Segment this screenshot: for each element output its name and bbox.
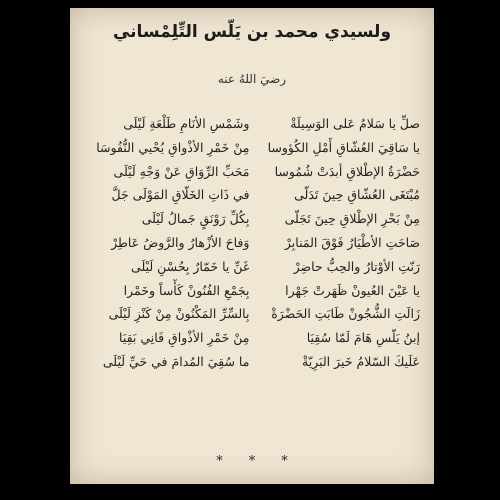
first-hemistich: صلِّ يا سَلامُ عَلى الوَسِيلَةْ xyxy=(290,116,420,131)
verse-line xyxy=(92,279,420,303)
first-hemistich: يا سَاقِيَ العُشّاقِ أَمْلِ الكُؤوسا xyxy=(267,139,420,155)
ornament-star: * xyxy=(281,454,288,469)
verse-line xyxy=(92,326,420,350)
second-hemistich: بِجَمْعِ الفُنُونْ كَأْساً وخَمْرا xyxy=(123,282,250,298)
verse-line xyxy=(92,255,420,279)
first-hemistich: رَنّتِ الأوْتارُ والحِبُّ حاضِرْ xyxy=(293,258,420,274)
second-hemistich: ما سُقِيَ المُدامَ في حَيِّ لَيْلَى xyxy=(102,353,250,369)
verse-line xyxy=(92,350,420,374)
second-hemistich: مَحَبِّ الرِّوَاقِ عَنْ وَجْهِ لَيْلَى xyxy=(113,163,250,179)
verse-list xyxy=(92,112,420,374)
second-hemistich: وشَمْسِ الأنَامِ طَلْعَةِ لَيْلَى xyxy=(123,116,250,131)
first-hemistich: حَضْرَةُ الإطْلاقِ أبدَتْ شُمُوسا xyxy=(274,163,420,179)
second-hemistich: مِنْ خَمْرِ الأذْواقِ يُحْيي النُّفُوسَا xyxy=(96,139,250,155)
first-hemistich: مُبْتَغَى العُشّاقِ حِينَ تَدَلّى xyxy=(294,187,420,203)
second-hemistich: وَفاحَ الأزْهارُ والرَّوضُ عَاطِرْ xyxy=(111,234,250,250)
first-hemistich: إبنُ يَلّسِ هَامَ لَمّا سُقِيَا xyxy=(306,330,420,346)
ornament-star: * xyxy=(216,454,223,469)
section-ornament xyxy=(70,454,434,469)
second-hemistich: بِكُلِّ رَوْنَقٍ جَمالُ لَيْلَى xyxy=(141,211,250,227)
first-hemistich: عَلَيكَ السّلامُ خَيرَ البَرِيّةْ xyxy=(302,353,420,369)
second-hemistich: في ذَاتِ الخَلّاقِ المَوْلَى جَلَّ xyxy=(111,187,250,203)
ornament-star: * xyxy=(248,454,256,469)
verse-line xyxy=(92,136,420,160)
verse-line xyxy=(92,160,420,184)
second-hemistich: مِنْ خَمْرِ الأذْواقِ فَانِي بَقِيَا xyxy=(119,330,250,346)
verse-line xyxy=(92,302,420,326)
book-page xyxy=(70,8,434,484)
second-hemistich: غَنِّ يا خَمّارُ بِحُسْنِ لَيْلَى xyxy=(131,258,250,274)
verse-line xyxy=(92,112,420,136)
first-hemistich: صَاحَتِ الأطْيَارُ فَوْقَ المَنابِرْ xyxy=(284,234,420,250)
verse-line xyxy=(92,231,420,255)
second-hemistich: بِالسِّرِّ المَكْنُونْ مِنْ كَنْزِ لَيْلَى xyxy=(108,306,250,322)
first-hemistich: زَالَتِ الشُّجُونْ طَابَتِ الحَضْرَةْ xyxy=(271,306,420,322)
first-hemistich: مِنْ بَحْرِ الإطْلاقِ حِينَ تَجَلّى xyxy=(284,211,420,227)
poem-title: ولسيدي محمد بن يَلّس التِّلِمْساني xyxy=(112,22,392,42)
poem-subtitle: رضيَ اللهُ عنه xyxy=(217,72,287,86)
verse-line xyxy=(92,183,420,207)
first-hemistich: يا عَيْنَ العُيونْ ظَهَرتْ جَهْرا xyxy=(285,282,420,298)
verse-line xyxy=(92,207,420,231)
